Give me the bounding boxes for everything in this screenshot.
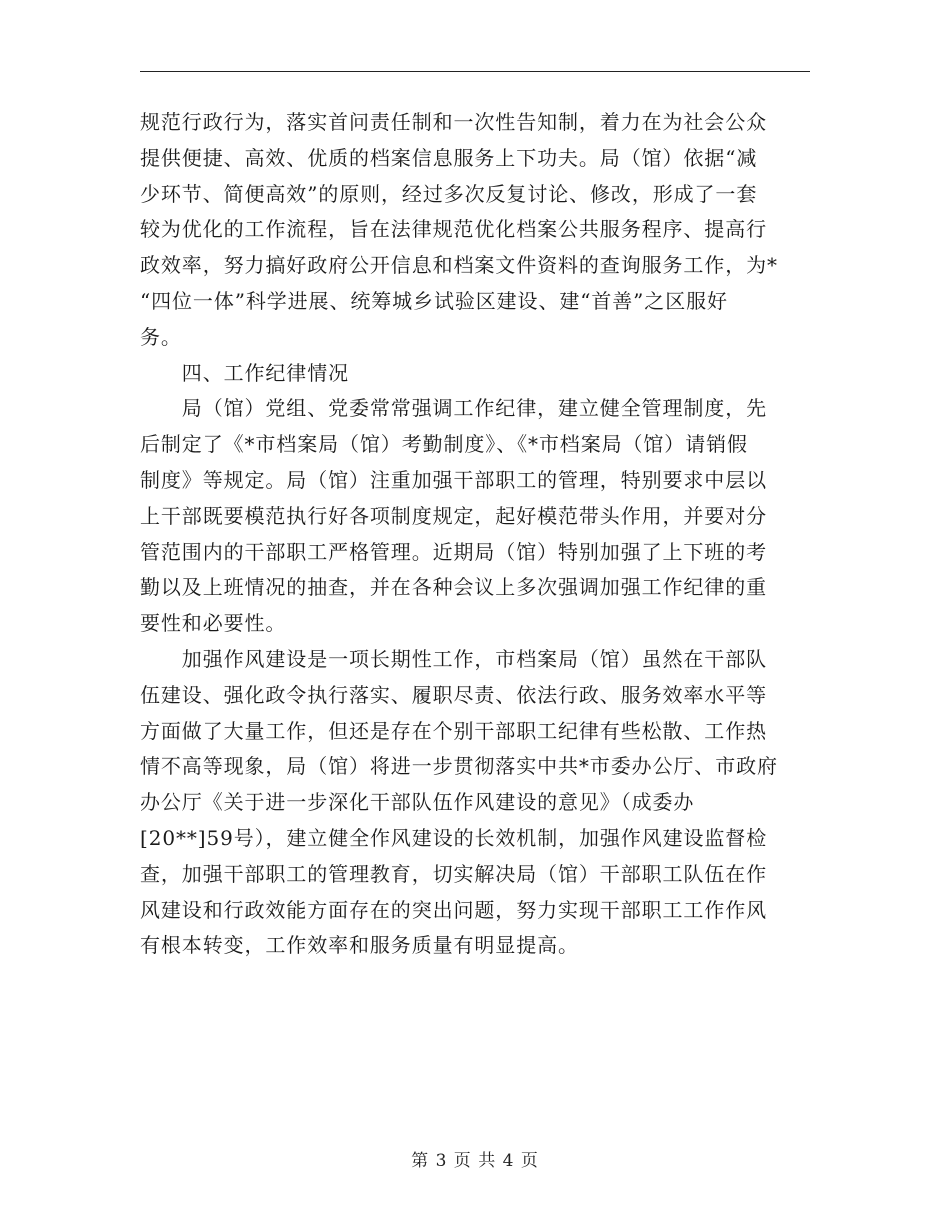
section-heading: 四、工作纪律情况 <box>140 360 349 385</box>
text-line: 管范围内的干部职工严格管理。近期局（馆）特别加强了上下班的考 <box>140 539 767 564</box>
text-line: 规范行政行为，落实首问责任制和一次性告知制，着力在为社会公众 <box>140 110 767 134</box>
text-line: 勤以及上班情况的抽查，并在各种会议上多次强调加强工作纪律的重 <box>140 575 767 600</box>
text-line: 风建设和行政效能方面存在的突出问题，努力实现干部职工工作作风 <box>140 897 767 922</box>
text-line: 较为优化的工作流程，旨在法律规范优化档案公共服务程序、提高行 <box>140 217 767 242</box>
text-line: 局（馆）党组、党委常常强调工作纪律，建立健全管理制度，先 <box>140 396 767 421</box>
text-line: 加强作风建设是一项长期性工作，市档案局（馆）虽然在干部队 <box>140 646 767 671</box>
text-line: 方面做了大量工作，但还是存在个别干部职工纪律有些松散、工作热 <box>140 718 767 743</box>
text-line: 政效率，努力搞好政府公开信息和档案文件资料的查询服务工作，为* <box>140 253 778 278</box>
text-line: 上干部既要模范执行好各项制度规定，起好模范带头作用，并要对分 <box>140 503 767 528</box>
header-rule <box>140 71 810 72</box>
text-line: 要性和必要性。 <box>140 611 287 636</box>
text-line: 务。 <box>140 324 182 349</box>
text-line: 情不高等现象，局（馆）将进一步贯彻落实中共*市委办公厅、市政府 <box>140 754 778 779</box>
text-line: 制度》等规定。局（馆）注重加强干部职工的管理，特别要求中层以 <box>140 467 767 492</box>
text-line: “四位一体”科学进展、统筹城乡试验区建设、建“首善”之区服好 <box>140 288 728 313</box>
text-line: 有根本转变，工作效率和服务质量有明显提高。 <box>140 933 579 958</box>
text-line: 后制定了《*市档案局（馆）考勤制度》、《*市档案局（馆）请销假 <box>140 432 748 457</box>
text-line: 办公厅《关于进一步深化干部队伍作风建设的意见》（成委办 <box>140 790 695 815</box>
text-line: 少环节、简便高效”的原则，经过多次反复讨论、修改，形成了一套 <box>140 181 758 206</box>
text-line: 提供便捷、高效、优质的档案信息服务上下功夫。局（馆）依据“减 <box>140 145 758 170</box>
page-number: 第 3 页 共 4 页 <box>411 1151 539 1171</box>
text-line: 伍建设、强化政令执行落实、履职尽责、依法行政、服务效率水平等 <box>140 682 767 707</box>
text-line: [20**]59号），建立健全作风建设的长效机制，加强作风建设监督检 <box>140 825 768 850</box>
text-line: 查，加强干部职工的管理教育，切实解决局（馆）干部职工队伍在作 <box>140 861 767 886</box>
body-text <box>140 105 810 964</box>
